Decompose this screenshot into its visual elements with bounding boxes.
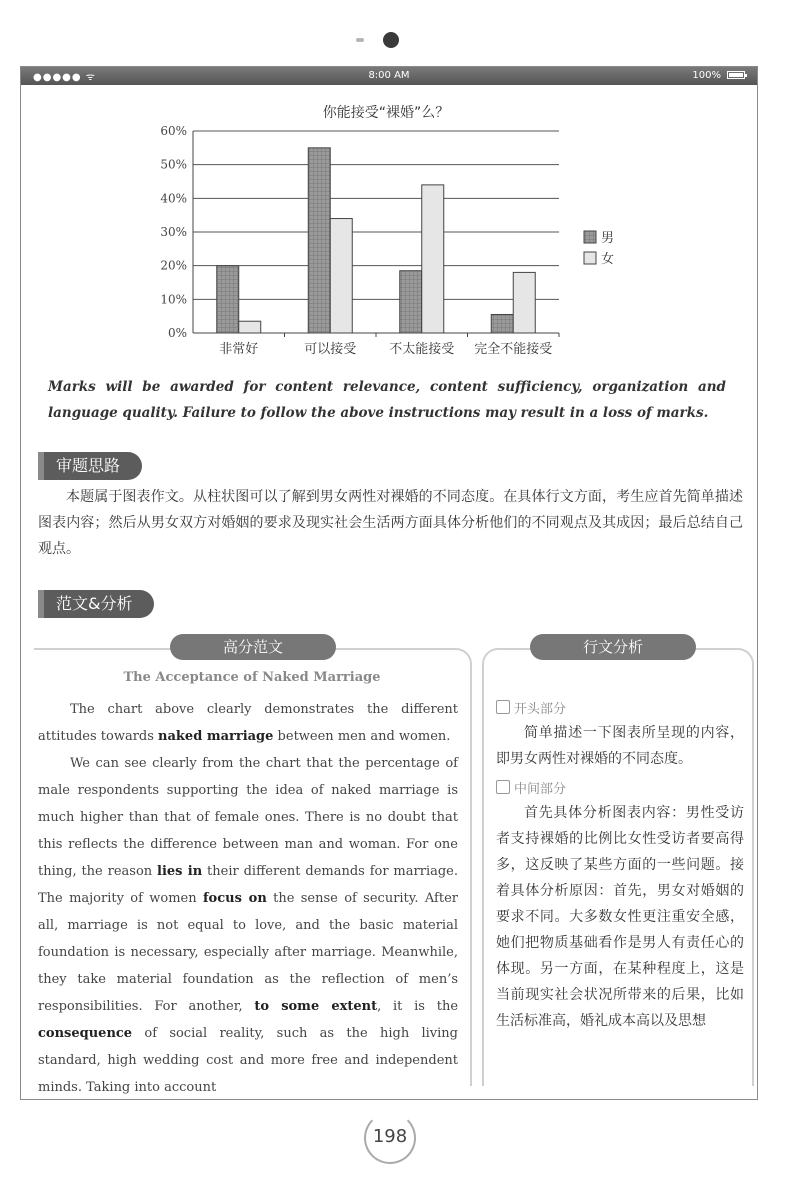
essay-paragraph-1: The chart above clearly demonstrates the different attitudes towards naked marriage between men and women.: [38, 702, 458, 744]
analysis-paragraph: 本题属于图表作文。从柱状图可以了解到男女两性对裸婚的不同态度。在具体行文方面，考生应首先简单描述图表内容；然后从男女双方对婚姻的要求及现实社会生活两方面具体分析他们的不同观点及其成因；最后总结自己观点。: [38, 489, 743, 557]
bar-male: [491, 314, 513, 333]
bar-female: [422, 185, 444, 333]
analysis-label-middle: 中间部分: [496, 778, 566, 797]
x-tick-label: 非常好: [219, 342, 259, 357]
essay-body: [38, 696, 458, 1101]
bar-female: [513, 272, 535, 333]
analysis-text-opening: 简单描述一下图表所呈现的内容，即男女两性对裸婚的不同态度。: [496, 725, 744, 767]
instructions: Marks will be awarded for content relevance, content sufficiency, organization and language quality. Failure to follow the above instructions may result in a loss of marks.: [48, 379, 726, 421]
y-tick-label: 50%: [160, 157, 187, 172]
camera-icon: [383, 32, 399, 48]
legend-label-male: 男: [601, 231, 615, 246]
y-tick-label: 30%: [160, 225, 187, 239]
legend-swatch-female: [584, 252, 596, 264]
bar-male: [400, 271, 422, 333]
y-tick-label: 20%: [160, 258, 187, 273]
analysis-header-pill: 行文分析: [530, 634, 696, 660]
section-tab-analysis: 审题思路: [44, 452, 142, 480]
y-tick-label: 40%: [160, 191, 187, 206]
bar-male: [217, 266, 239, 333]
pencil-icon: [496, 700, 510, 714]
status-time: 8:00 AM: [368, 70, 410, 81]
section-tab-sample: 范文&分析: [44, 590, 154, 618]
analysis-label-opening: 开头部分: [496, 698, 566, 717]
page-number: 198: [372, 1126, 408, 1147]
bar-female: [330, 219, 352, 333]
signal-icon: ●●●●● ᯤ: [33, 72, 96, 83]
y-tick-label: 10%: [160, 292, 187, 307]
legend-swatch-male: [584, 231, 596, 243]
x-tick-label: 完全不能接受: [474, 342, 553, 357]
battery-percent: 100%: [692, 70, 721, 81]
x-tick-label: 不太能接受: [389, 342, 455, 357]
essay-title: The Acceptance of Naked Marriage: [123, 670, 381, 685]
legend-label-female: 女: [601, 252, 615, 267]
camera-dot: [356, 38, 364, 42]
y-tick-label: 0%: [167, 326, 187, 340]
chart-title: 你能接受“裸婚”么？: [322, 105, 450, 121]
y-tick-label: 60%: [160, 124, 187, 138]
chart-svg: [21, 67, 759, 367]
pencil-icon: [496, 780, 510, 794]
essay-header-pill: 高分范文: [170, 634, 336, 660]
essay-paragraph-2: We can see clearly from the chart that the percentage of male respondents supporting the idea of naked marriage is much higher than that of female ones. There is no doubt that this reflects the difference between man and woman. For one thing, the reason lies in their different demands for marriage. The majority of women focus on the sense of security. After all, marriage is not equal to love, and the basic material foundation is necessary, especially after marriage. Meanwhile, they take material foundation as the reflection of men’s responsibilities. For another, to some extent, it is the consequence of social reality, such as the high living standard, high wedding cost and more free and independent minds. Taking into account: [38, 756, 459, 1095]
bar-male: [308, 148, 330, 333]
analysis-text-middle: 首先具体分析图表内容：男性受访者支持裸婚的比例比女性受访者要高得多，这反映了某些方面的一些问题。接着具体分析原因：首先，男女对婚姻的要求不同。大多数女性更注重安全感，她们把物质基础看作是男人有责任心的体现。另一方面，在某种程度上，这是当前现实社会状况所带来的后果，比如生活标准高，婚礼成本高以及思想: [496, 805, 744, 1029]
bar-female: [239, 321, 261, 333]
x-tick-label: 可以接受: [304, 342, 357, 357]
